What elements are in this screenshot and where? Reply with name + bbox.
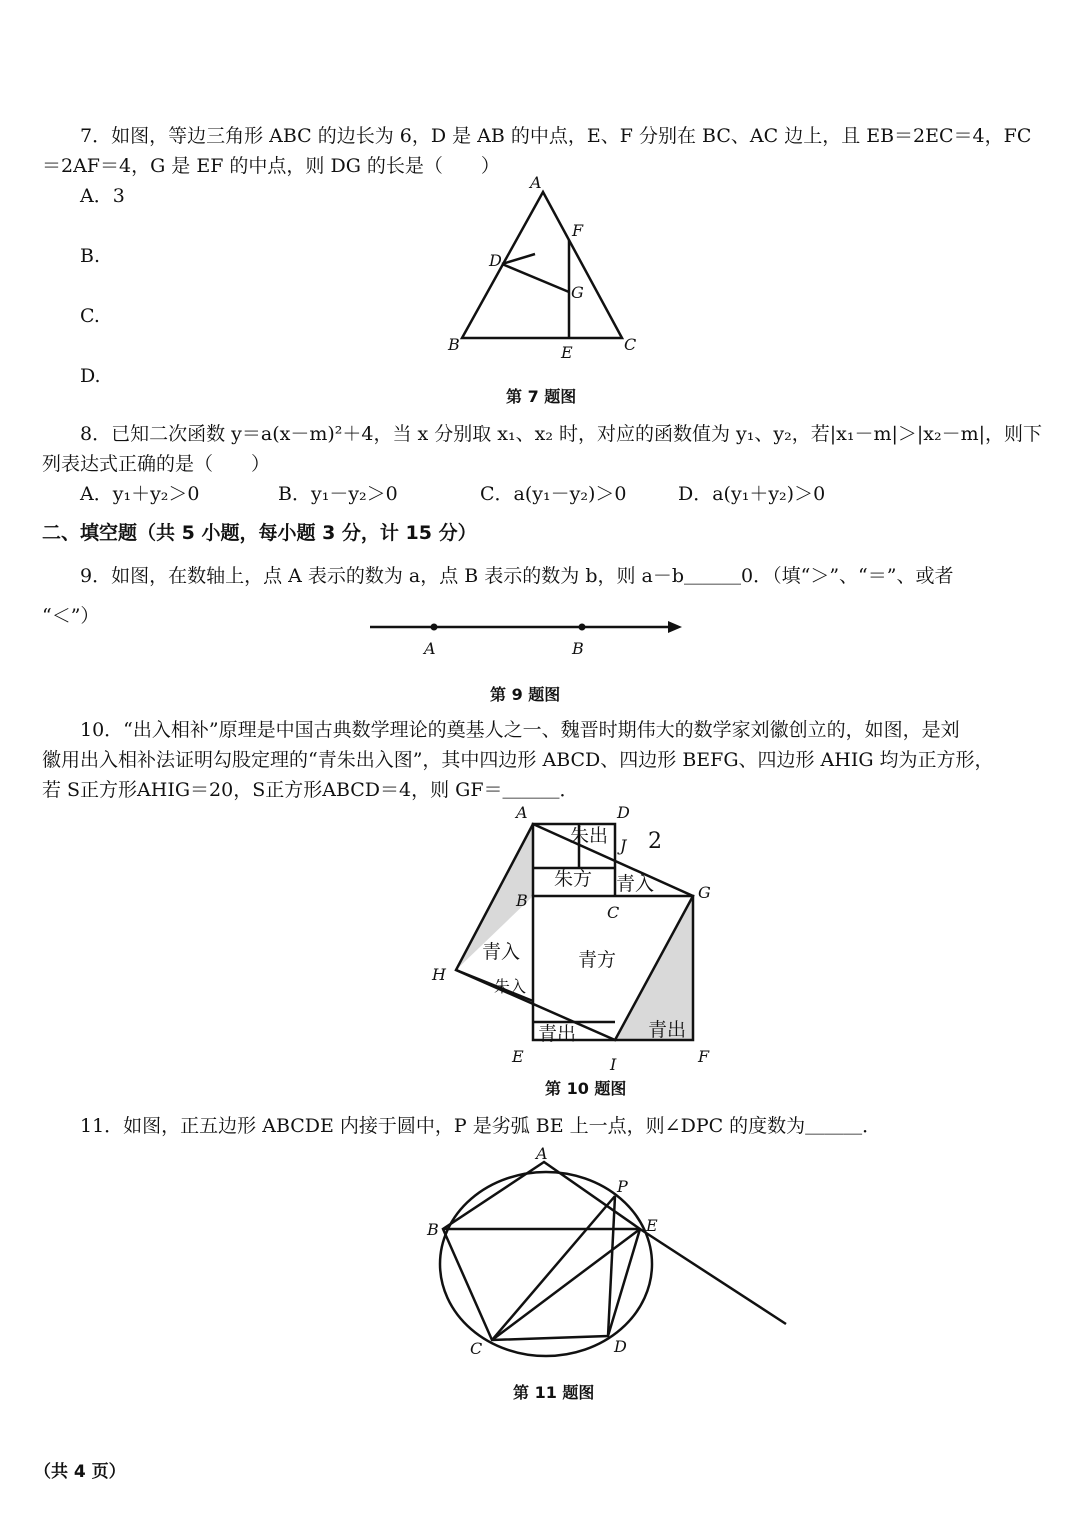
region-qingchu-right: 青出 — [648, 1019, 687, 1041]
label-g: G — [571, 283, 584, 302]
label-f: F — [572, 221, 584, 240]
label-a: A — [530, 173, 542, 192]
extended-line — [640, 1229, 786, 1324]
q10-figure-caption: 第 10 题图 — [545, 1079, 627, 1098]
q9-stem-line1: 9．如图，在数轴上，点 A 表示的数为 a，点 B 表示的数为 b，则 a－b＿＿＿0．（填“＞”、“＝”、或者 — [80, 565, 954, 587]
label-a: A — [424, 639, 436, 658]
q7-option-b[interactable]: B. — [80, 245, 101, 267]
q8-option-c[interactable]: C．a(y₁－y₂)＞0 — [480, 483, 627, 505]
label-j: J — [620, 836, 627, 855]
label-d: D — [614, 1337, 627, 1356]
label-f: F — [698, 1047, 710, 1066]
q7-stem-line2: ＝2AF＝4，G 是 EF 的中点，则 DG 的长是（ ） — [42, 155, 500, 177]
q10-stem-line2: 徽用出入相补法证明勾股定理的“青朱出入图”，其中四边形 ABCD、四边形 BEFG、四边形 AHIG 均为正方形， — [42, 749, 994, 771]
region-zhuru: 朱入 — [494, 977, 527, 996]
q7-stem-line1: 7．如图，等边三角形 ABC 的边长为 6，D 是 AB 的中点，E、F 分别在 BC、AC 边上，且 EB＝2EC＝4，FC — [80, 125, 1032, 147]
label-i: I — [610, 1055, 617, 1074]
label-b: B — [427, 1220, 439, 1239]
q11-figure-caption: 第 11 题图 — [513, 1383, 595, 1402]
label-p: P — [617, 1177, 628, 1196]
q8-option-d[interactable]: D．a(y₁＋y₂)＞0 — [678, 483, 826, 505]
q7-option-a[interactable]: A．3 — [80, 185, 125, 207]
diagonal-ec — [492, 1229, 640, 1340]
q8-option-b[interactable]: B．y₁－y₂＞0 — [278, 483, 398, 505]
page-footer: （共 4 页） — [34, 1462, 126, 1482]
region-qingru-top: 青入 — [616, 873, 655, 895]
q9-stem-line2: “＜”） — [42, 605, 100, 627]
label-b: B — [572, 639, 584, 658]
section-fill-in-heading: 二、填空题（共 5 小题，每小题 3 分，计 15 分） — [42, 522, 477, 544]
q8-option-a[interactable]: A．y₁＋y₂＞0 — [80, 483, 200, 505]
label-a: A — [536, 1144, 548, 1163]
label-a: A — [516, 803, 528, 822]
label-b: B — [516, 891, 528, 910]
label-e: E — [561, 343, 573, 362]
q7-option-c[interactable]: C. — [80, 305, 100, 327]
q8-stem-line1: 8．已知二次函数 y＝a(x－m)²＋4，当 x 分别取 x₁、x₂ 时，对应的函数值为 y₁、y₂，若|x₁－m|＞|x₂－m|，则下 — [80, 423, 1043, 445]
q11-pentagon-figure — [420, 1144, 800, 1370]
q9-number-line-figure — [360, 612, 690, 660]
q7-figure-caption: 第 7 题图 — [506, 387, 577, 406]
label-g: G — [698, 883, 711, 902]
label-c: C — [607, 903, 620, 922]
label-c: C — [624, 335, 637, 354]
region-zhuchu: 朱出 — [570, 825, 609, 847]
label-d: D — [617, 803, 630, 822]
q7-triangle-figure — [440, 170, 650, 370]
label-c: C — [470, 1339, 483, 1358]
region-zhufang: 朱方 — [554, 868, 593, 890]
label-e: E — [646, 1216, 658, 1235]
handwritten-mark: 2 — [648, 829, 662, 854]
circumscribed-circle — [440, 1172, 652, 1356]
region-qingru-left: 青入 — [482, 941, 521, 963]
q10-qingzhu-figure — [420, 796, 720, 1076]
label-h: H — [432, 965, 446, 984]
q10-stem-line3: 若 S正方形AHIG＝20，S正方形ABCD＝4，则 GF＝＿＿＿． — [42, 779, 579, 801]
label-d: D — [489, 251, 502, 270]
segment-pc — [492, 1196, 615, 1340]
q7-option-d[interactable]: D. — [80, 365, 101, 387]
triangle-abc — [462, 192, 622, 338]
q10-stem-line1: 10．“出入相补”原理是中国古典数学理论的奠基人之一、魏晋时期伟大的数学家刘徽创立的，如图，是刘 — [80, 719, 960, 741]
segment-dg — [502, 264, 569, 292]
point-a — [431, 624, 438, 631]
q8-stem-line2: 列表达式正确的是（ ） — [42, 453, 271, 475]
label-e: E — [512, 1047, 524, 1066]
label-b: B — [448, 335, 460, 354]
region-qingchu-bottom: 青出 — [538, 1023, 577, 1045]
q9-figure-caption: 第 9 题图 — [490, 685, 561, 704]
number-line-arrow-icon — [668, 621, 682, 633]
region-qingfang: 青方 — [578, 949, 617, 971]
point-b — [579, 624, 586, 631]
q11-stem-line1: 11．如图，正五边形 ABCDE 内接于圆中，P 是劣弧 BE 上一点，则∠DPC 的度数为＿＿＿． — [80, 1115, 882, 1137]
